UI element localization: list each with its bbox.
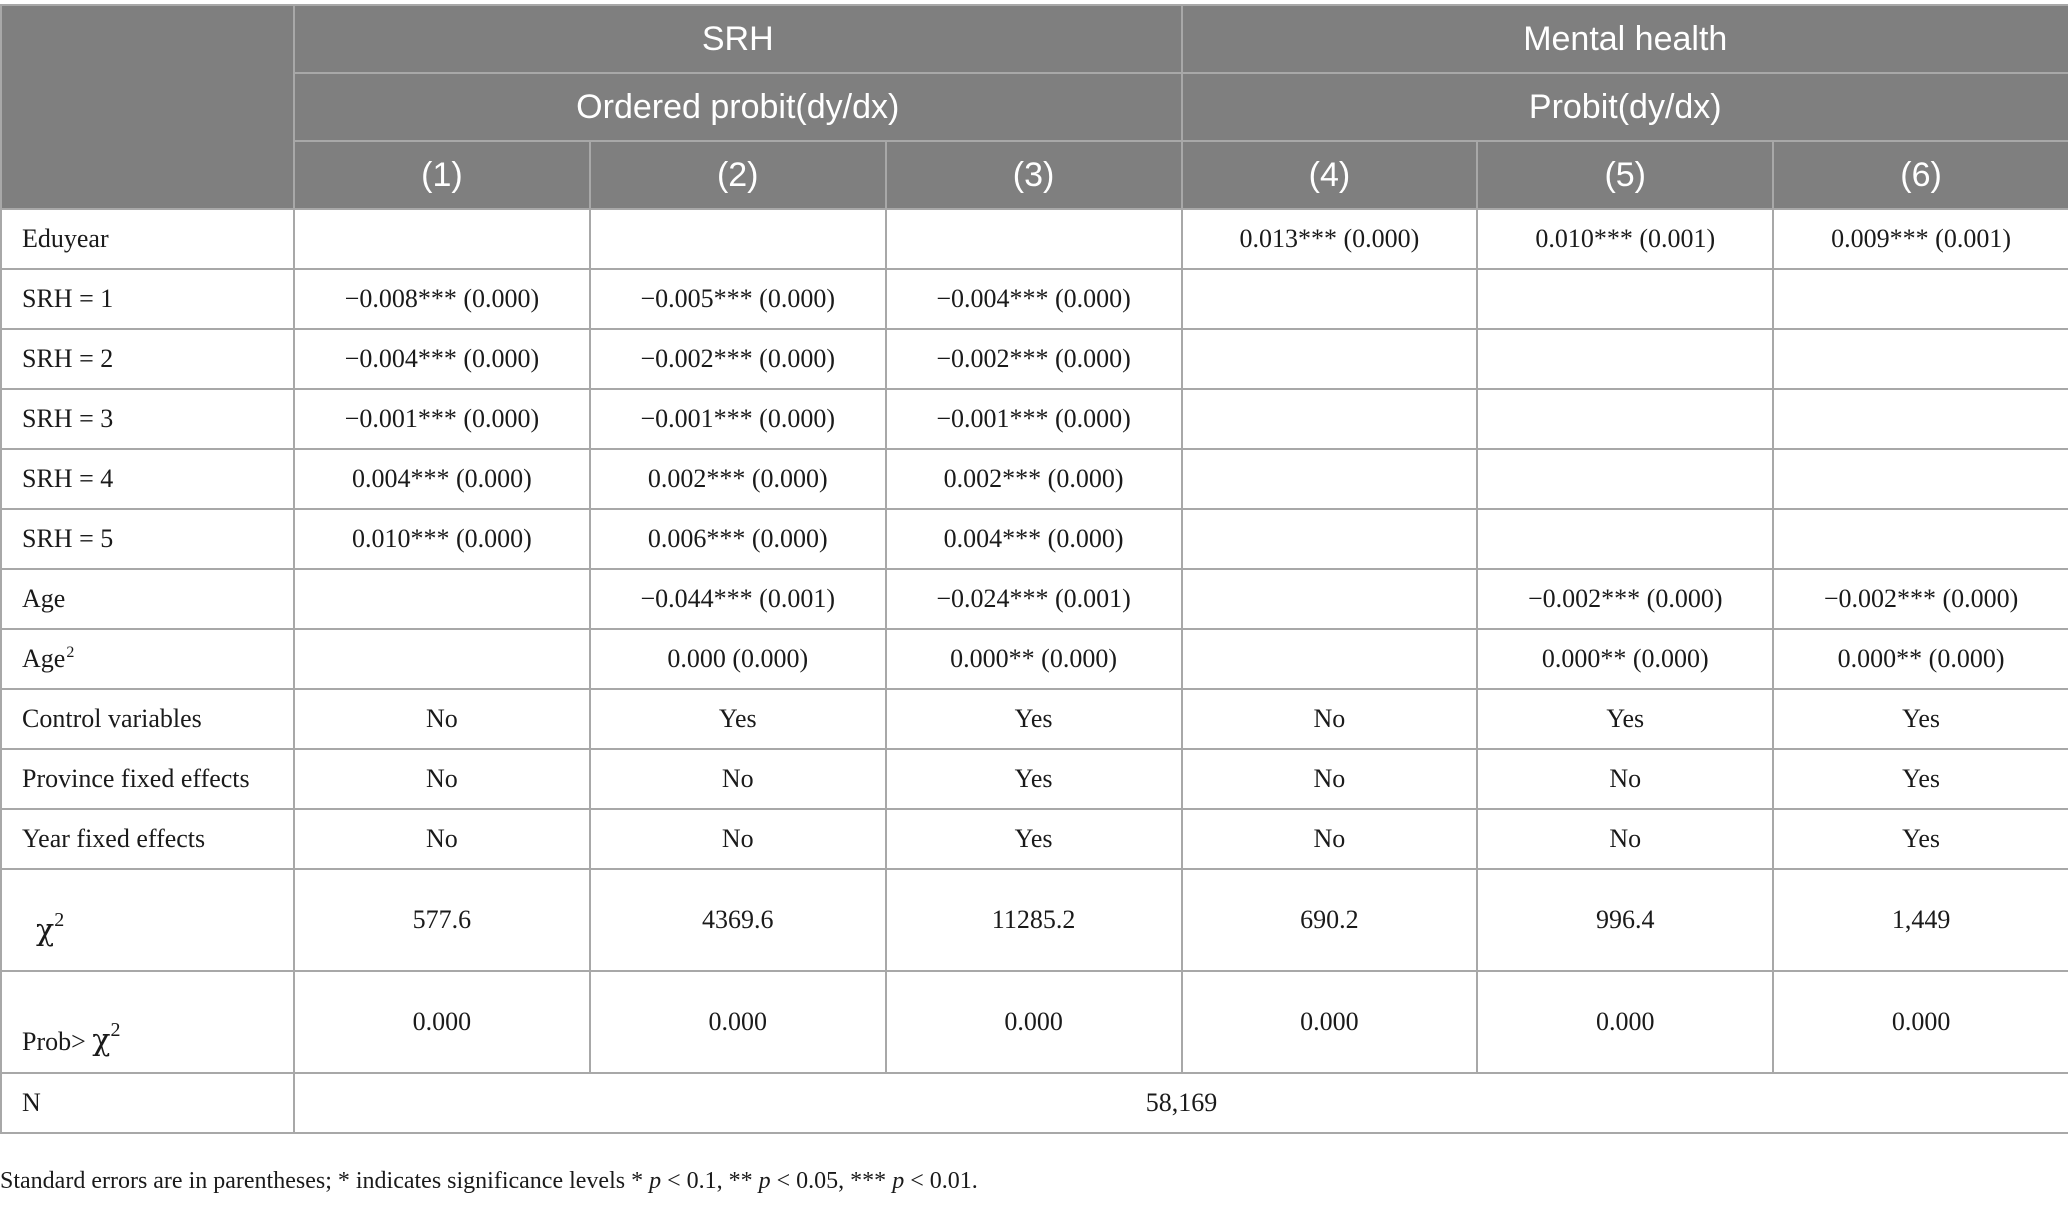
table-cell: No bbox=[294, 809, 590, 869]
row-label bbox=[1, 689, 294, 749]
table-cell bbox=[886, 209, 1182, 269]
table-cell: −0.024*** (0.001) bbox=[886, 569, 1182, 629]
row-label-text: Control variables bbox=[22, 704, 202, 733]
table-row bbox=[1, 389, 2068, 449]
row-label-n: N bbox=[1, 1073, 294, 1133]
row-label-chi2 bbox=[1, 869, 294, 971]
chi-symbol: χ bbox=[36, 912, 55, 948]
row-label-text: SRH = 2 bbox=[22, 344, 114, 373]
table-cell: Yes bbox=[1773, 749, 2068, 809]
table-cell bbox=[1182, 449, 1478, 509]
column-header-5: (5) bbox=[1477, 141, 1773, 209]
table-cell: No bbox=[294, 689, 590, 749]
table-cell: −0.008*** (0.000) bbox=[294, 269, 590, 329]
column-header-4: (4) bbox=[1182, 141, 1478, 209]
prob-text: Prob> bbox=[22, 1026, 86, 1056]
table-row-chi2 bbox=[1, 869, 2068, 971]
table-cell: Yes bbox=[1773, 689, 2068, 749]
model-header-probit: Probit(dy/dx) bbox=[1182, 73, 2068, 141]
footnote-text: < 0.05, *** bbox=[770, 1168, 893, 1194]
table-row bbox=[1, 269, 2068, 329]
table-cell bbox=[1773, 449, 2068, 509]
table-cell: 0.004*** (0.000) bbox=[886, 509, 1182, 569]
table-cell: −0.004*** (0.000) bbox=[886, 269, 1182, 329]
row-label-text: Age bbox=[22, 644, 66, 673]
footnote-p: p bbox=[758, 1168, 771, 1194]
footnote-text: < 0.1, ** bbox=[661, 1168, 759, 1194]
row-label-superscript: 2 bbox=[66, 644, 75, 661]
row-label bbox=[1, 389, 294, 449]
table-cell: −0.001*** (0.000) bbox=[590, 389, 886, 449]
table-cell: 577.6 bbox=[294, 869, 590, 971]
footnote-text: < 0.01. bbox=[904, 1168, 978, 1194]
table-cell: 0.000 bbox=[590, 971, 886, 1073]
table-cell: −0.002*** (0.000) bbox=[886, 329, 1182, 389]
table-cell: −0.005*** (0.000) bbox=[590, 269, 886, 329]
table-row bbox=[1, 749, 2068, 809]
table-cell: −0.001*** (0.000) bbox=[294, 389, 590, 449]
table-cell: 0.002*** (0.000) bbox=[886, 449, 1182, 509]
table-cell: Yes bbox=[886, 749, 1182, 809]
table-row bbox=[1, 569, 2068, 629]
model-header-ordered-probit: Ordered probit(dy/dx) bbox=[294, 73, 1182, 141]
table-cell bbox=[1182, 269, 1478, 329]
table-row-prob bbox=[1, 971, 2068, 1073]
row-label-text: SRH = 3 bbox=[22, 404, 114, 433]
group-header-srh: SRH bbox=[294, 5, 1182, 73]
row-label-text: SRH = 4 bbox=[22, 464, 114, 493]
column-header-1: (1) bbox=[294, 141, 590, 209]
table-cell bbox=[1182, 329, 1478, 389]
header-columns-row bbox=[1, 141, 2068, 209]
row-label-text: Eduyear bbox=[22, 224, 109, 253]
table-cell: Yes bbox=[1773, 809, 2068, 869]
n-value: 58,169 bbox=[294, 1073, 2068, 1133]
table-cell: 4369.6 bbox=[590, 869, 886, 971]
row-label-prob bbox=[1, 971, 294, 1073]
table-cell: Yes bbox=[1477, 689, 1773, 749]
table-cell: 0.000 bbox=[294, 971, 590, 1073]
table-cell bbox=[1773, 329, 2068, 389]
table-cell: 0.000** (0.000) bbox=[1477, 629, 1773, 689]
footnote-p: p bbox=[892, 1168, 905, 1194]
table-cell: −0.001*** (0.000) bbox=[886, 389, 1182, 449]
table-cell bbox=[1182, 629, 1478, 689]
row-label-text: SRH = 1 bbox=[22, 284, 114, 313]
table-cell: No bbox=[1477, 809, 1773, 869]
row-label bbox=[1, 269, 294, 329]
table-cell: 0.009*** (0.001) bbox=[1773, 209, 2068, 269]
table-row bbox=[1, 629, 2068, 689]
table-cell: 0.000 bbox=[1773, 971, 2068, 1073]
table-cell bbox=[1477, 509, 1773, 569]
row-label-text: Age bbox=[22, 584, 66, 613]
table-cell: 0.000 bbox=[1182, 971, 1478, 1073]
table-cell bbox=[1773, 269, 2068, 329]
table-cell: No bbox=[1182, 689, 1478, 749]
table-cell bbox=[1182, 389, 1478, 449]
table-cell: 0.004*** (0.000) bbox=[294, 449, 590, 509]
table-cell bbox=[294, 569, 590, 629]
table-cell: 996.4 bbox=[1477, 869, 1773, 971]
table-cell: 0.006*** (0.000) bbox=[590, 509, 886, 569]
row-label bbox=[1, 629, 294, 689]
table-cell bbox=[590, 209, 886, 269]
row-label bbox=[1, 749, 294, 809]
chi2-label bbox=[22, 909, 64, 948]
table-cell: 0.000 bbox=[886, 971, 1182, 1073]
table-row bbox=[1, 809, 2068, 869]
table-cell bbox=[1477, 449, 1773, 509]
table-cell: 0.002*** (0.000) bbox=[590, 449, 886, 509]
regression-table bbox=[0, 4, 2068, 1134]
chi-symbol: χ bbox=[92, 1022, 111, 1058]
table-cell bbox=[294, 209, 590, 269]
table-cell: Yes bbox=[886, 809, 1182, 869]
table-cell: 0.010*** (0.000) bbox=[294, 509, 590, 569]
chi-power: 2 bbox=[110, 1018, 121, 1041]
row-label bbox=[1, 569, 294, 629]
group-header-mental-health: Mental health bbox=[1182, 5, 2068, 73]
row-label bbox=[1, 329, 294, 389]
table-cell: Yes bbox=[590, 689, 886, 749]
table-cell: No bbox=[294, 749, 590, 809]
chi-power: 2 bbox=[54, 908, 65, 931]
table-cell: 1,449 bbox=[1773, 869, 2068, 971]
table-row bbox=[1, 449, 2068, 509]
column-header-6: (6) bbox=[1773, 141, 2068, 209]
stub-header bbox=[1, 5, 294, 209]
table-cell: 0.000 bbox=[1477, 971, 1773, 1073]
table-cell bbox=[1477, 329, 1773, 389]
table-row-n bbox=[1, 1073, 2068, 1133]
table-header bbox=[1, 5, 2068, 209]
table-cell: −0.002*** (0.000) bbox=[1477, 569, 1773, 629]
table-cell bbox=[294, 629, 590, 689]
prob-label bbox=[22, 1019, 120, 1058]
table-body bbox=[1, 209, 2068, 1133]
table-cell: No bbox=[590, 749, 886, 809]
table-cell: 690.2 bbox=[1182, 869, 1478, 971]
table-row bbox=[1, 689, 2068, 749]
table-cell: 0.000** (0.000) bbox=[1773, 629, 2068, 689]
table-cell bbox=[1773, 389, 2068, 449]
table-footnote bbox=[0, 1168, 978, 1195]
table-cell: 0.013*** (0.000) bbox=[1182, 209, 1478, 269]
column-header-2: (2) bbox=[590, 141, 886, 209]
row-label bbox=[1, 809, 294, 869]
table-cell: 11285.2 bbox=[886, 869, 1182, 971]
table-cell: 0.000 (0.000) bbox=[590, 629, 886, 689]
row-label bbox=[1, 509, 294, 569]
table-cell: 0.000** (0.000) bbox=[886, 629, 1182, 689]
column-header-3: (3) bbox=[886, 141, 1182, 209]
table-cell: −0.044*** (0.001) bbox=[590, 569, 886, 629]
table-cell bbox=[1773, 509, 2068, 569]
header-group-row bbox=[1, 5, 2068, 73]
table-cell bbox=[1477, 269, 1773, 329]
row-label-text: SRH = 5 bbox=[22, 524, 114, 553]
row-label bbox=[1, 449, 294, 509]
table-cell bbox=[1477, 389, 1773, 449]
table-row bbox=[1, 209, 2068, 269]
table-cell: 0.010*** (0.001) bbox=[1477, 209, 1773, 269]
table-cell bbox=[1182, 509, 1478, 569]
table-cell: −0.002*** (0.000) bbox=[590, 329, 886, 389]
footnote-p: p bbox=[649, 1168, 662, 1194]
table-row bbox=[1, 509, 2068, 569]
table-cell bbox=[1182, 569, 1478, 629]
footnote-text: Standard errors are in parentheses; * indicates significance levels * bbox=[0, 1168, 650, 1194]
table-cell: Yes bbox=[886, 689, 1182, 749]
table-row bbox=[1, 329, 2068, 389]
row-label-text: Year fixed effects bbox=[22, 824, 206, 853]
row-label-text: Province fixed effects bbox=[22, 764, 250, 793]
table-cell: No bbox=[1182, 749, 1478, 809]
table-cell: No bbox=[1477, 749, 1773, 809]
table-cell: −0.004*** (0.000) bbox=[294, 329, 590, 389]
table-cell: −0.002*** (0.000) bbox=[1773, 569, 2068, 629]
table-cell: No bbox=[1182, 809, 1478, 869]
table-cell: No bbox=[590, 809, 886, 869]
header-model-row bbox=[1, 73, 2068, 141]
row-label bbox=[1, 209, 294, 269]
